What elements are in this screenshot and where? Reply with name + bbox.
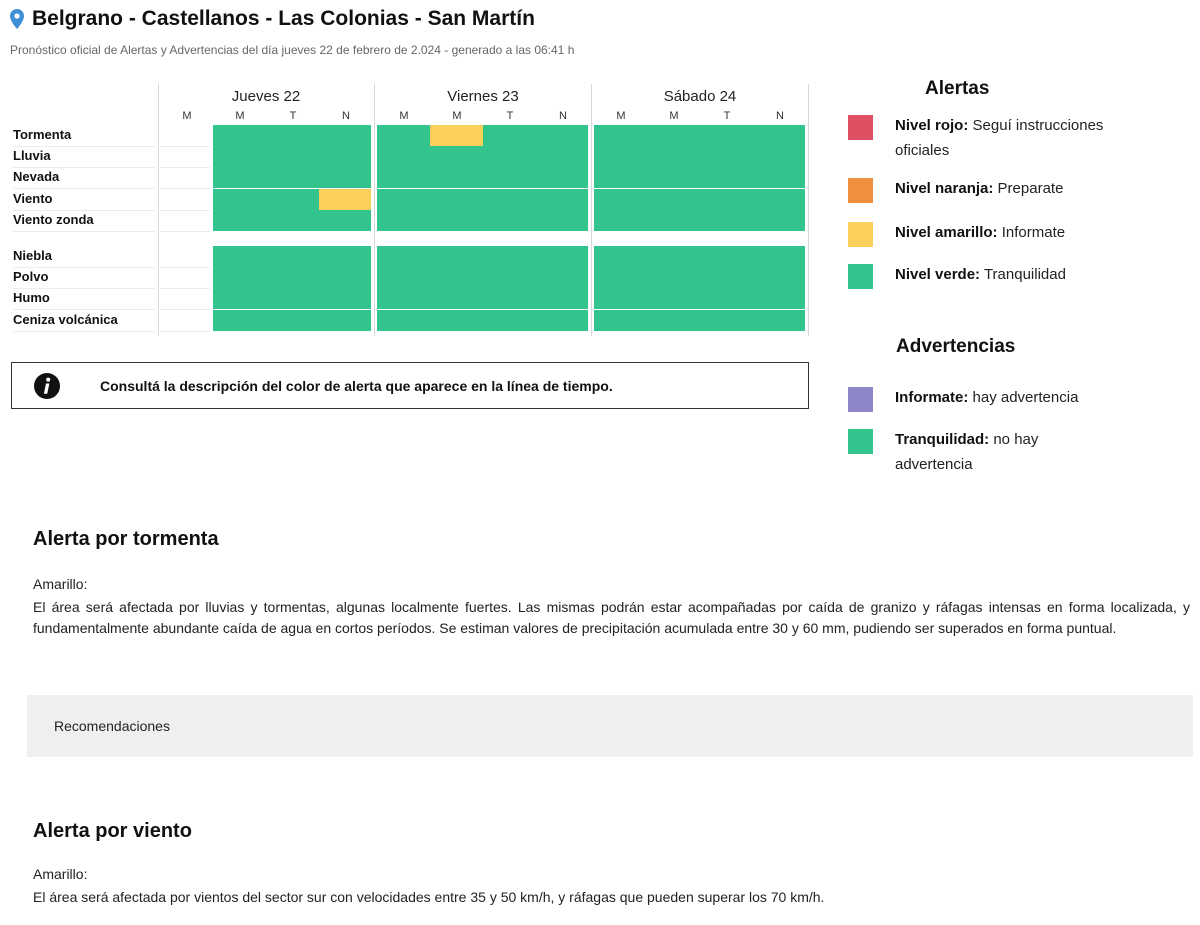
day-label: Viernes 23 [447, 88, 519, 105]
timeline-cell-verde[interactable] [753, 267, 805, 288]
row-label-viento: Viento [13, 190, 53, 206]
timeline-cell-verde[interactable] [594, 246, 647, 267]
timeline-cell-verde[interactable] [213, 167, 266, 188]
timeline-cell-verde[interactable] [753, 189, 805, 210]
timeline-cell-verde[interactable] [319, 310, 371, 331]
timeline-cell-verde[interactable] [266, 267, 319, 288]
timeline-cell-verde[interactable] [753, 125, 805, 146]
empty-period-separator [160, 331, 210, 332]
timeline-cell-verde[interactable] [430, 246, 483, 267]
timeline-cell-verde[interactable] [213, 210, 266, 231]
row-separator [13, 267, 155, 268]
timeline-cell-verde[interactable] [594, 267, 647, 288]
timeline-cell-verde[interactable] [213, 310, 266, 331]
timeline-cell-verde[interactable] [594, 189, 647, 210]
legend-name: Nivel verde: [895, 266, 981, 283]
timeline-cell-verde[interactable] [536, 288, 588, 309]
empty-period-separator [160, 288, 210, 289]
timeline-cell-verde[interactable] [266, 146, 319, 167]
timeline-cell-verde[interactable] [483, 189, 536, 210]
timeline-cell-verde[interactable] [319, 246, 371, 267]
timeline-cell-verde[interactable] [377, 146, 430, 167]
timeline-cell-verde[interactable] [647, 146, 700, 167]
section-level-viento: Amarillo: [33, 866, 88, 882]
row-label-polvo: Polvo [13, 269, 49, 285]
legend-swatch-tranquilidad [848, 429, 873, 454]
timeline-cell-verde[interactable] [266, 310, 319, 331]
timeline-cell-verde[interactable] [536, 310, 588, 331]
legend-desc: Preparate [997, 180, 1064, 197]
timeline-cell-verde[interactable] [377, 246, 430, 267]
period-label: N [559, 110, 567, 122]
recommendations-label[interactable]: Recomendaciones [54, 718, 170, 734]
section-desc-tormenta: El área será afectada por lluvias y tormentas, algunas localmente fuertes. Las mismas podrán estar acompañadas por caída de granizo y ráfagas intensas en forma localizada, y fundamentalmente abundante caída de agua en cortos períodos. Se estiman valores de precipitación acumulada entre 30 y 60 mm, pudiendo ser superados en forma puntual. [33, 599, 1190, 636]
period-label: M [452, 110, 462, 122]
info-icon [34, 373, 60, 399]
row-label-tormenta: Tormenta [13, 127, 72, 142]
timeline-cell-verde[interactable] [536, 246, 588, 267]
timeline-divider [158, 84, 159, 336]
timeline-cell-verde[interactable] [430, 267, 483, 288]
row-separator [13, 188, 155, 189]
page-header [10, 7, 535, 31]
info-box [11, 362, 809, 409]
row-separator [13, 210, 155, 211]
timeline-cell-verde[interactable] [594, 210, 647, 231]
timeline-cell-amarillo[interactable] [319, 189, 371, 210]
timeline-cell-verde[interactable] [700, 146, 753, 167]
empty-period-separator [160, 167, 210, 168]
period-label: M [399, 110, 409, 122]
section-title-viento: Alerta por viento [33, 820, 192, 842]
row-separator [13, 231, 155, 232]
legend-desc: Tranquilidad [983, 266, 1066, 283]
timeline-cell-verde[interactable] [266, 246, 319, 267]
timeline-cell-verde[interactable] [266, 167, 319, 188]
row-label-humo: Humo [13, 290, 50, 306]
timeline-cell-verde[interactable] [647, 189, 700, 210]
timeline-divider [591, 84, 592, 336]
row-separator [13, 146, 155, 147]
timeline-cell-verde[interactable] [483, 210, 536, 231]
legend-advertencias-title: Advertencias [896, 336, 1016, 357]
legend-swatch-amarillo [848, 222, 873, 247]
row-label-lluvia: Lluvia [13, 148, 51, 164]
legend-desc: Seguí instrucciones oficiales [895, 117, 1104, 159]
timeline-cell-verde[interactable] [483, 246, 536, 267]
timeline-cell-verde[interactable] [700, 288, 753, 309]
timeline-cell-verde[interactable] [430, 210, 483, 231]
timeline-cell-verde[interactable] [594, 310, 647, 331]
legend-name: Nivel amarillo: [895, 224, 998, 241]
legend-desc: Informate [1001, 224, 1066, 241]
timeline-cell-verde[interactable] [483, 267, 536, 288]
period-label: N [342, 110, 350, 122]
timeline-cell-verde[interactable] [700, 267, 753, 288]
timeline-cell-verde[interactable] [753, 146, 805, 167]
timeline-cell-verde[interactable] [483, 125, 536, 146]
timeline-cell-verde[interactable] [319, 288, 371, 309]
timeline-cell-verde[interactable] [753, 288, 805, 309]
timeline-cell-verde[interactable] [594, 167, 647, 188]
timeline-cell-verde[interactable] [266, 288, 319, 309]
row-separator [13, 288, 155, 289]
timeline-cell-verde[interactable] [213, 125, 266, 146]
timeline-cell-verde[interactable] [647, 125, 700, 146]
timeline-cell-verde[interactable] [483, 310, 536, 331]
timeline-cell-verde[interactable] [536, 167, 588, 188]
row-separator [13, 167, 155, 168]
timeline-cell-verde[interactable] [319, 125, 371, 146]
timeline-cell-verde[interactable] [430, 189, 483, 210]
timeline-cell-verde[interactable] [430, 167, 483, 188]
timeline-cell-verde[interactable] [213, 146, 266, 167]
timeline-cell-verde[interactable] [753, 310, 805, 331]
timeline-divider [374, 84, 375, 336]
empty-period-separator [160, 309, 210, 310]
timeline-cell-verde[interactable] [213, 267, 266, 288]
period-label: M [182, 110, 192, 122]
timeline-cell-verde[interactable] [536, 125, 588, 146]
row-label-niebla: Niebla [13, 248, 53, 263]
alert-timeline [0, 80, 820, 340]
timeline-cell-verde[interactable] [430, 310, 483, 331]
period-label: M [235, 110, 245, 122]
timeline-cell-verde[interactable] [319, 167, 371, 188]
empty-period-separator [160, 210, 210, 211]
timeline-cell-verde[interactable] [700, 310, 753, 331]
row-separator [13, 331, 155, 332]
row-label-nevada: Nevada [13, 169, 60, 185]
legend-desc: no hay advertencia [895, 431, 1039, 473]
timeline-cell-verde[interactable] [594, 146, 647, 167]
timeline-cell-verde[interactable] [753, 210, 805, 231]
legend-alertas-title: Alertas [925, 78, 990, 99]
timeline-cell-verde[interactable] [594, 125, 647, 146]
timeline-cell-verde[interactable] [700, 167, 753, 188]
empty-period-separator [160, 146, 210, 147]
day-label: Jueves 22 [231, 88, 301, 105]
legend-name: Informate: [895, 389, 969, 406]
timeline-cell-verde[interactable] [700, 189, 753, 210]
timeline-cell-verde[interactable] [647, 267, 700, 288]
timeline-cell-verde[interactable] [377, 288, 430, 309]
timeline-cell-verde[interactable] [700, 246, 753, 267]
timeline-cell-verde[interactable] [213, 288, 266, 309]
timeline-cell-verde[interactable] [483, 167, 536, 188]
timeline-cell-verde[interactable] [266, 210, 319, 231]
recommendations-panel[interactable] [27, 695, 1193, 757]
timeline-cell-verde[interactable] [319, 146, 371, 167]
legend-swatch-informate [848, 387, 873, 412]
timeline-cell-verde[interactable] [377, 167, 430, 188]
empty-period-separator [160, 188, 210, 189]
legend-swatch-naranja [848, 178, 873, 203]
timeline-cell-verde[interactable] [319, 210, 371, 231]
period-label: T [506, 110, 514, 122]
legend-swatch-rojo [848, 115, 873, 140]
timeline-cell-verde[interactable] [266, 125, 319, 146]
legend-desc: hay advertencia [972, 389, 1079, 406]
timeline-cell-verde[interactable] [483, 146, 536, 167]
section-level-tormenta: Amarillo: [33, 576, 88, 592]
timeline-cell-verde[interactable] [536, 146, 588, 167]
legend-swatch-verde [848, 264, 873, 289]
timeline-cell-verde[interactable] [266, 189, 319, 210]
timeline-cell-verde[interactable] [377, 210, 430, 231]
timeline-cell-verde[interactable] [377, 189, 430, 210]
info-text: Consultá la descripción del color de alerta que aparece en la línea de tiempo. [100, 377, 613, 394]
timeline-cell-verde[interactable] [536, 267, 588, 288]
timeline-cell-verde[interactable] [213, 189, 266, 210]
row-separator [13, 309, 155, 310]
period-label: M [669, 110, 679, 122]
timeline-cell-verde[interactable] [319, 267, 371, 288]
legend-name: Tranquilidad: [895, 431, 990, 448]
timeline-cell-verde[interactable] [377, 125, 430, 146]
timeline-divider [808, 84, 809, 336]
timeline-cell-verde[interactable] [377, 267, 430, 288]
timeline-cell-verde[interactable] [430, 146, 483, 167]
timeline-cell-verde[interactable] [213, 246, 266, 267]
timeline-cell-verde[interactable] [700, 125, 753, 146]
timeline-cell-verde[interactable] [483, 288, 536, 309]
timeline-cell-verde[interactable] [647, 167, 700, 188]
empty-period-separator [160, 231, 210, 232]
period-label: M [616, 110, 626, 122]
timeline-cell-verde[interactable] [536, 189, 588, 210]
row-label-viento-zonda: Viento zonda [13, 211, 94, 227]
timeline-cell-verde[interactable] [377, 310, 430, 331]
row-label-ceniza-volcánica: Ceniza volcánica [13, 311, 118, 327]
period-label: T [289, 110, 297, 122]
timeline-cell-verde[interactable] [594, 288, 647, 309]
page-subtitle: Pronóstico oficial de Alertas y Advertencias del día jueves 22 de febrero de 2.024 - generado a las 06:41 h [10, 43, 575, 57]
timeline-cell-verde[interactable] [753, 167, 805, 188]
day-label: Sábado 24 [663, 88, 737, 105]
timeline-cell-verde[interactable] [536, 210, 588, 231]
timeline-cell-verde[interactable] [430, 288, 483, 309]
timeline-cell-verde[interactable] [753, 246, 805, 267]
period-label: N [776, 110, 784, 122]
location-pin-icon [10, 9, 24, 29]
period-label: T [723, 110, 731, 122]
section-title-tormenta: Alerta por tormenta [33, 528, 219, 550]
timeline-cell-verde[interactable] [700, 210, 753, 231]
page-title: Belgrano - Castellanos - Las Colonias - San Martín [32, 7, 535, 30]
section-desc-viento: El área será afectada por vientos del sector sur con velocidades entre 35 y 50 km/h, y ráfagas que pueden superar los 70 km/h. [33, 889, 825, 905]
timeline-cell-verde[interactable] [647, 210, 700, 231]
timeline-cell-verde[interactable] [647, 246, 700, 267]
timeline-cell-amarillo[interactable] [430, 125, 483, 146]
timeline-cell-verde[interactable] [647, 288, 700, 309]
legend-name: Nivel rojo: [895, 117, 969, 134]
timeline-cell-verde[interactable] [647, 310, 700, 331]
empty-period-separator [160, 267, 210, 268]
legend-name: Nivel naranja: [895, 180, 994, 197]
